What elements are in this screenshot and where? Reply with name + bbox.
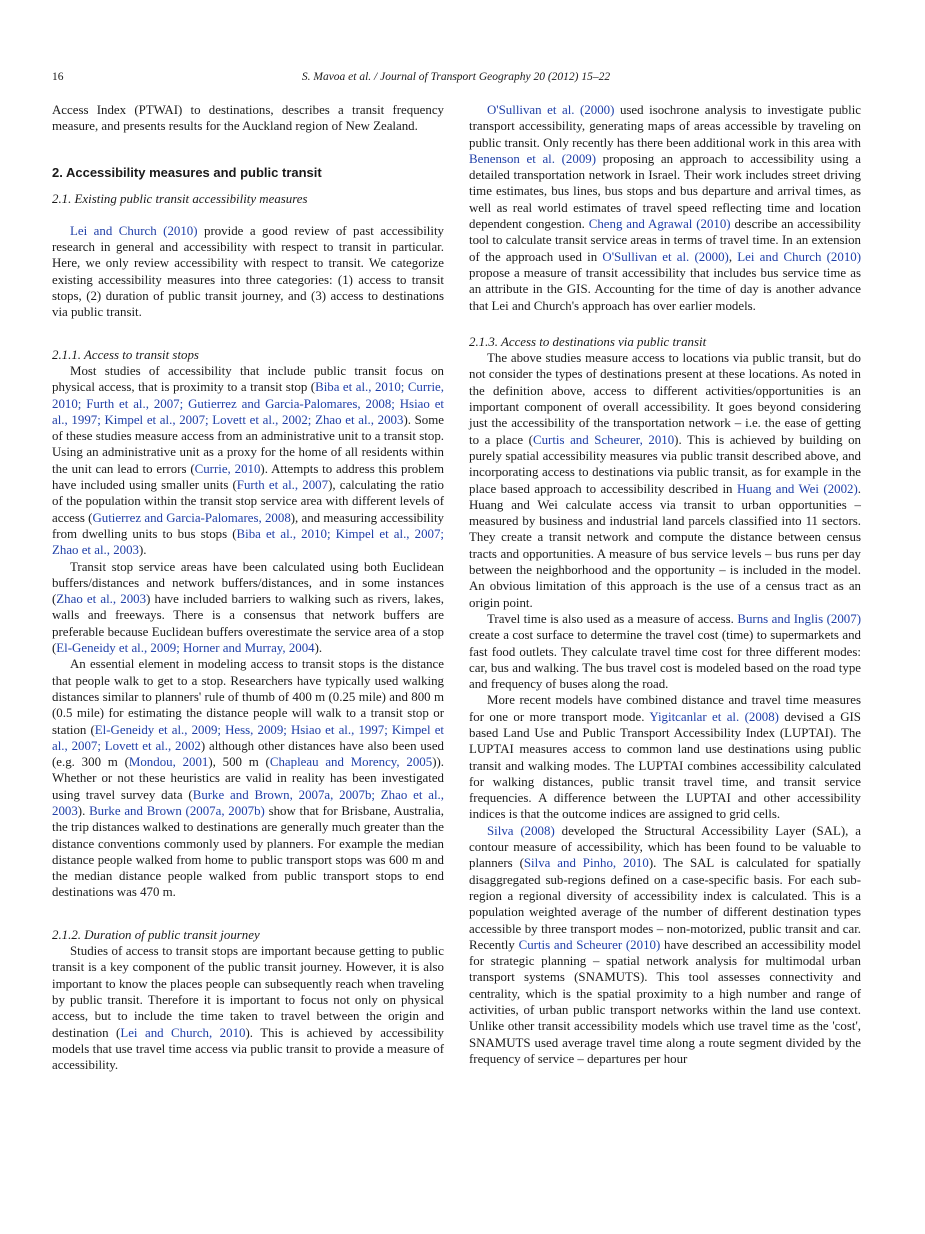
page-header bbox=[52, 71, 860, 87]
citation-link[interactable]: Lei and Church (2010) bbox=[737, 249, 862, 264]
section-2-heading: 2. Accessibility measures and public transit bbox=[52, 164, 322, 180]
paragraph-2-1-3-c bbox=[469, 692, 861, 822]
citation-link[interactable]: Burke and Brown (2007a, 2007b) bbox=[89, 803, 265, 818]
paragraph-2-1-3-a bbox=[469, 350, 861, 611]
subsection-2-1-1-heading: 2.1.1. Access to transit stops bbox=[52, 347, 199, 362]
citation-link[interactable]: Yigitcanlar et al. (2008) bbox=[649, 709, 779, 724]
citation-link[interactable]: Lei and Church (2010) bbox=[70, 223, 198, 238]
text-run: create a cost surface to determine the travel cost (time) to supermarkets and fast food outlets. They calculate travel time cost for three different modes: car, bus and walking. The bus travel cost is modeled based on the road type and frequency of buses along the road. bbox=[469, 628, 861, 692]
text-run: proposing an approach to accessibility using a detailed transportation network in Israel. Their work includes street driving time estimates, bus lines, bus stops and bus departure and arrival times, as well as real world estimates of travel speed reflecting time and location dependent congestion. bbox=[469, 151, 861, 232]
text-run: show that for Brisbane, Australia, the trip distances walked to destinations are generally much greater than the distance conventions commonly used by planners. For example the median distance people walked from home to public transport stops was 600 m and the median distance people walked from public transport stops to end destinations was 470 m. bbox=[52, 803, 444, 900]
text-run: )). Whether or not these heuristics are valid in reality has been investigated using travel survey data ( bbox=[52, 755, 444, 802]
citation-link[interactable]: Silva and Pinho, 2010 bbox=[523, 856, 649, 871]
citation-link[interactable]: O'Sullivan et al. (2000) bbox=[487, 103, 615, 117]
text-run: ). The SAL is calculated for spatially disaggregated sub-regions defined on a case-specific basis. For each sub-region a regional diversity of accessibility index is calculated. This is a population weighted average of the number of different destination types accessible by three transport modes – non-motorized, public transit and car. Recently bbox=[469, 856, 861, 952]
citation-link[interactable]: Huang and Wei (2002) bbox=[736, 481, 858, 496]
citation-link[interactable]: Burns and Inglis (2007) bbox=[737, 611, 861, 626]
text-run: Travel time is also used as a measure of access. bbox=[487, 611, 738, 626]
text-run: devised a GIS based Land Use and Public Transport Accessibility Index (LUPTAI). The LUPTAI measures access to common land use destinations using public transit and walking modes. The LUPTAI combines accessibility calculated for walking distances, public transit travel time, and transit service frequencies. A difference between the LUPTAI and other accessibility indices is that the outcome indices are assigned to grid cells. bbox=[469, 709, 861, 822]
paragraph-2-1-2 bbox=[52, 943, 444, 1073]
citation-link[interactable]: Zhao et al., 2003 bbox=[56, 592, 147, 607]
text-run: used isochrone analysis to investigate public transport accessibility, generating maps of areas accessible by traveling on public transit. Only recently has there been additional work in this area with bbox=[469, 103, 862, 150]
citation-link[interactable]: Chapleau and Morency, 2005 bbox=[269, 755, 433, 770]
text-run: provide a good review of past accessibility research in general and accessibility with respect to transit in particular. Here, we only review accessibility with respect to transit. We categorize existing accessibility measures into three categories: (1) access to transit stops, (2) duration of public transit journey, and (3) access to destinations via public transit. bbox=[52, 223, 444, 320]
paragraph-2-1-3-b bbox=[469, 611, 861, 692]
text-run: ), calculating the ratio of the population within the transit stop service area with different levels of access ( bbox=[52, 478, 444, 525]
text-run: developed the Structural Accessibility Layer (SAL), a contour measure of accessibility, which has been found to be valuable to planners ( bbox=[469, 823, 861, 871]
text-run: Studies of access to transit stops are important because getting to public transit is a key component of the public transit journey. However, it is also important to know the places people can subsequently reach when traveling by public transit. Therefore it is important to focus not only on physical access, but to include the time taken to travel between the origin and destination ( bbox=[52, 944, 444, 1040]
paragraph-2-1 bbox=[52, 223, 444, 321]
text-run: ). This is achieved by accessibility models that use travel time access via public transit to provide a measure of accessibility. bbox=[52, 1025, 444, 1073]
citation-link[interactable]: Gutierrez and Garcia-Palomares, 2008 bbox=[92, 510, 291, 525]
text-run: ). This is achieved by building on purely spatial accessibility measures via public transit described above, and incorporating access to destinations via public transit, as for example in the place based approach to accessibility described in bbox=[469, 432, 861, 496]
text-run: ). bbox=[314, 641, 323, 656]
citation-link[interactable]: Curtis and Scheurer (2010) bbox=[518, 937, 661, 952]
text-run: describe an accessibility tool to calculate transit service areas in terms of travel time. In an extension of the approach used in bbox=[469, 217, 861, 264]
citation-link[interactable]: O'Sullivan et al. (2000) bbox=[602, 249, 729, 264]
text-run: , bbox=[728, 249, 738, 264]
text-run: Most studies of accessibility that include public transit focus on physical access, that is proximity to a transit stop ( bbox=[52, 363, 444, 395]
text-run: More recent models have combined distance and travel time measures for one or more transport mode. bbox=[469, 693, 861, 724]
text-run: Transit stop service areas have been calculated using both Euclidean buffers/distances and network buffers/distances, and in some instances ( bbox=[52, 559, 444, 607]
subsection-2-1-3-heading: 2.1.3. Access to destinations via public transit bbox=[469, 334, 707, 349]
running-title: S. Mavoa et al. / Journal of Transport Geography 20 (2012) 15–22 bbox=[301, 71, 611, 83]
citation-link[interactable]: Currie, 2010 bbox=[194, 461, 261, 476]
text-run: The above studies measure access to locations via public transit, but do not consider the types of destinations present at these locations. As noted in the definition above, access to different activities/opportunities is an important component of overall accessibility. It goes beyond considering just the accessibility of the transportation network – i.e. the ease of getting to a place ( bbox=[469, 351, 861, 447]
text-run: ), 500 m ( bbox=[208, 755, 270, 770]
paragraph-2-1-1-c bbox=[52, 656, 444, 900]
citation-link[interactable]: Cheng and Agrawal (2010) bbox=[588, 217, 731, 232]
intro-paragraph: Access Index (PTWAI) to destinations, describes a transit frequency measure, and presents results for the Auckland region of New Zealand. bbox=[52, 103, 444, 134]
text-run: ). Attempts to address this problem have included using smaller units ( bbox=[52, 461, 444, 493]
paragraph-2-1-2-cont bbox=[469, 102, 861, 314]
subsection-2-1-heading: 2.1. Existing public transit accessibility measures bbox=[52, 191, 308, 206]
text-run: have described an accessibility model for strategic planning – spatial network analysis for multimodal urban transport systems (SNAMUTS). This tool assesses connectivity and centrality, which is the spatial proximity to a high number and range of activities, of urban public transport networks within the land use context. Unlike other transit accessibility models which use travel time as the 'cost', SNAMUTS used average travel time along a route segment divided by the frequency of service – departures per hour bbox=[469, 937, 861, 1066]
page-number: 16 bbox=[52, 71, 64, 83]
citation-link[interactable]: Lei and Church, 2010 bbox=[120, 1025, 246, 1040]
citation-link[interactable]: Burke and Brown, 2007a, 2007b; Zhao et al., 2003 bbox=[52, 787, 444, 818]
citation-link[interactable]: El-Geneidy et al., 2009; Horner and Murray, 2004 bbox=[56, 641, 315, 656]
citation-link[interactable]: Furth et al., 2007 bbox=[236, 478, 329, 493]
text-run: . Huang and Wei calculate access via transit to urban opportunities – measured by business and industrial land parcels classified into 11 sectors. They create a transit network and compute the distance between census tracts and opportunities. A measure of bus service levels – bus runs per day between the neighborhood and the opportunity – is included in the model. An obvious limitation of this approach is the use of a census tract as an origin point. bbox=[469, 481, 862, 610]
text-run: ) although other distances have also been used (e.g. 300 m ( bbox=[52, 738, 444, 770]
citation-link[interactable]: Biba et al., 2010; Currie, 2010; Furth et al., 2007; Gutierrez and Garcia-Palomares, 2008; Hsiao et al., 1997; Kimpel et al., 2007; Lovett et al., 2002; Zhao et al., 2003 bbox=[52, 380, 444, 427]
citation-link[interactable]: Silva (2008) bbox=[487, 823, 555, 838]
paragraph-2-1-3-d bbox=[469, 823, 861, 1067]
text-run: ) have included barriers to walking such as rivers, lakes, walls and freeways. There is a consensus that network buffers are preferable because Euclidean buffers overestimate the service area of a stop ( bbox=[52, 592, 444, 656]
citation-link[interactable]: Mondou, 2001 bbox=[128, 755, 209, 770]
citation-link[interactable]: Biba et al., 2010; Kimpel et al., 2007; Zhao et al., 2003 bbox=[52, 526, 444, 558]
text-run: propose a measure of transit accessibility that includes bus service time as an attribute in the GIS. Accounting for the time of day is another advance that Lei and Church's approach has over earlier models. bbox=[469, 265, 861, 313]
citation-link[interactable]: Curtis and Scheurer, 2010 bbox=[532, 432, 675, 447]
right-column bbox=[469, 102, 861, 1067]
text-run: ). bbox=[139, 543, 147, 558]
text-run: ). Some of these studies measure access from an administrative unit to a transit stop. Using an administrative unit as a proxy for the home of all residents within the unit can lead to errors ( bbox=[52, 412, 444, 476]
left-column bbox=[52, 102, 444, 1073]
paragraph-2-1-1-a bbox=[52, 363, 444, 559]
text-run: An essential element in modeling access to transit stops is the distance that people walk to get to a stop. Researchers have typically used walking distances similar to planners' rule of thumb of 400 m (0.25 mile) and 800 m (0.5 mile) for estimating the distance people will walk to a transit stop or station ( bbox=[52, 657, 444, 737]
citation-link[interactable]: El-Geneidy et al., 2009; Hess, 2009; Hsiao et al., 1997; Kimpel et al., 2007; Lovett et al., 2002 bbox=[52, 722, 445, 753]
text-run: ), and measuring accessibility from dwelling units to bus stops ( bbox=[52, 510, 444, 541]
text-run: ). bbox=[77, 803, 90, 818]
citation-link[interactable]: Benenson et al. (2009) bbox=[469, 151, 597, 166]
paragraph-2-1-1-b bbox=[52, 559, 444, 657]
subsection-2-1-2-heading: 2.1.2. Duration of public transit journey bbox=[52, 927, 260, 942]
